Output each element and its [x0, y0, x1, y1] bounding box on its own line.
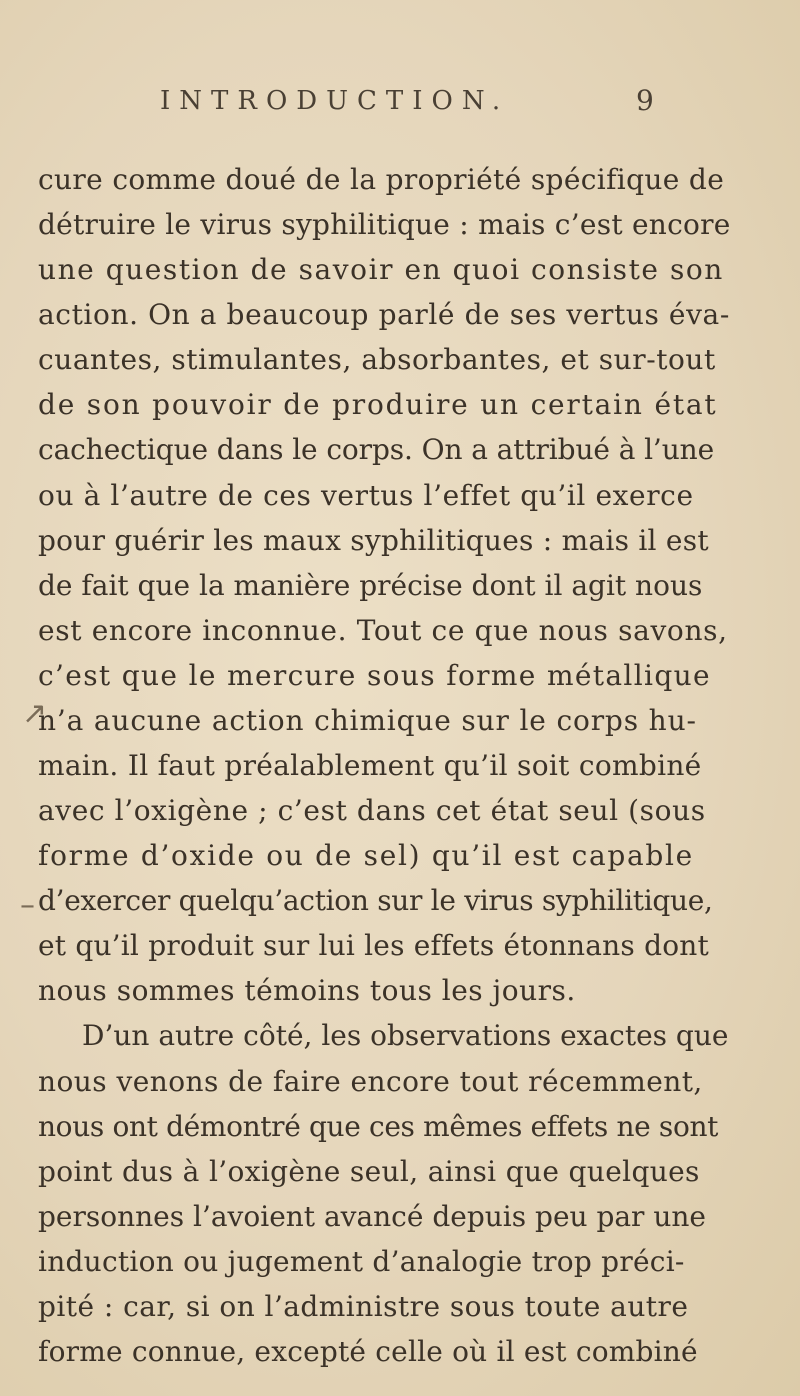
text-line: une question de savoir en quoi consiste son — [38, 253, 724, 286]
text-line: forme d’oxide ou de sel) qu’il est capable — [38, 839, 694, 872]
text-line: cuantes, stimulantes, absorbantes, et sur-tout — [38, 343, 716, 376]
text-line: n’a aucune action chimique sur le corps hu- — [38, 704, 697, 737]
text-line: ou à l’autre de ces vertus l’effet qu’il exerce — [38, 479, 694, 512]
margin-mark-icon: – — [20, 888, 35, 923]
text-line: de fait que la manière précise dont il agit nous — [38, 569, 703, 602]
text-line: est encore inconnue. Tout ce que nous savons, — [38, 614, 728, 647]
text-line: cure comme doué de la propriété spécifique de — [38, 163, 725, 196]
text-line: d’exercer quelqu’action sur le virus syphilitique, — [38, 884, 713, 917]
text-line: nous venons de faire encore tout récemment, — [38, 1065, 703, 1098]
text-line: détruire le virus syphilitique : mais c’est encore — [38, 208, 731, 241]
text-line: pité : car, si on l’administre sous toute autre — [38, 1290, 689, 1323]
text-line: et qu’il produit sur lui les effets étonnans dont — [38, 929, 709, 962]
text-line: forme connue, excepté celle où il est combiné — [38, 1335, 698, 1368]
running-title: INTRODUCTION. — [160, 86, 510, 116]
text-line: induction ou jugement d’analogie trop préci- — [38, 1245, 685, 1278]
text-line: action. On a beaucoup parlé de ses vertus éva- — [38, 298, 730, 331]
text-line: c’est que le mercure sous forme métallique — [38, 659, 711, 692]
text-line: avec l’oxigène ; c’est dans cet état seul (sous — [38, 794, 706, 827]
text-line: cachectique dans le corps. On a attribué à l’une — [38, 433, 715, 466]
text-line: de son pouvoir de produire un certain état — [38, 388, 718, 421]
text-line: personnes l’avoient avancé depuis peu par une — [38, 1200, 706, 1233]
text-line: D’un autre côté, les observations exactes que — [82, 1019, 729, 1052]
text-line: nous sommes témoins tous les jours. — [38, 974, 576, 1007]
text-line: main. Il faut préalablement qu’il soit combiné — [38, 749, 702, 782]
text-line: point dus à l’oxigène seul, ainsi que quelques — [38, 1155, 700, 1188]
running-header — [0, 86, 800, 126]
text-line: nous ont démontré que ces mêmes effets ne sont — [38, 1110, 719, 1143]
margin-mark-icon: ↗ — [22, 696, 48, 731]
text-line: pour guérir les maux syphilitiques : mais il est — [38, 524, 709, 557]
page-number: 9 — [636, 84, 654, 117]
